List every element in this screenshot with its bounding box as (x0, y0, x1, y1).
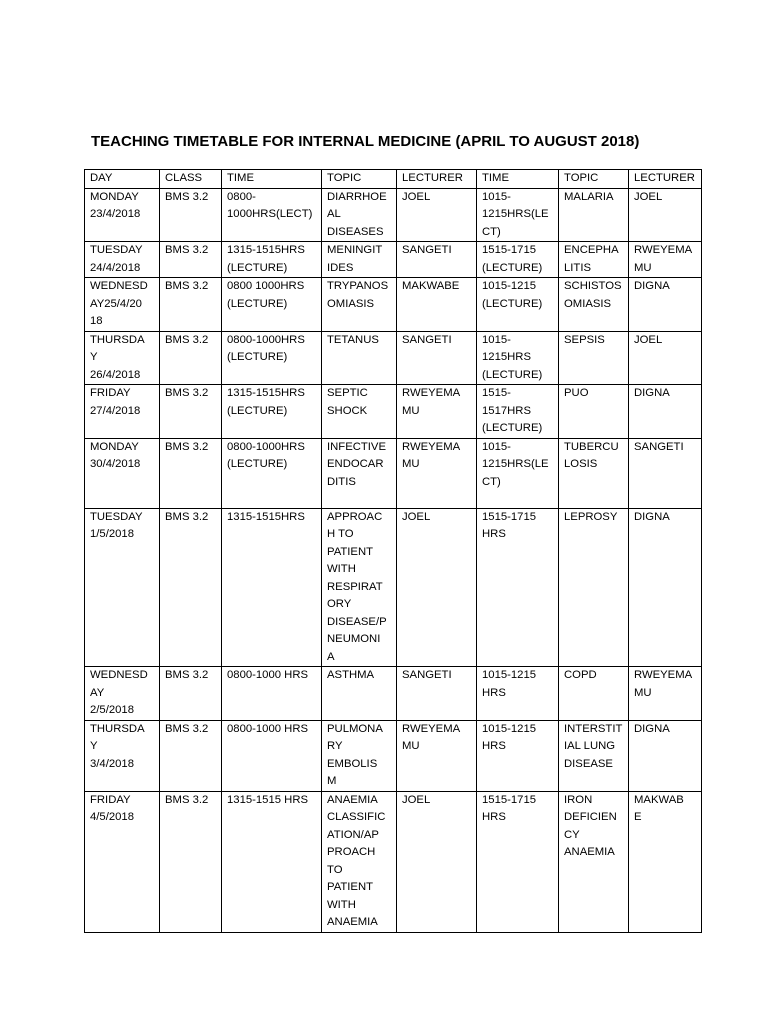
cell-text: JOEL (634, 333, 663, 346)
table-row (85, 438, 702, 508)
cell-text: BMS 3.2 (165, 440, 209, 453)
cell-text: THURSDA Y 26/4/2018 (90, 333, 145, 381)
table-body (85, 188, 702, 932)
cell-text: BMS 3.2 (165, 722, 209, 735)
table-cell-class (160, 242, 222, 278)
cell-text: MONDAY 30/4/2018 (90, 440, 141, 470)
table-cell-day (85, 438, 160, 508)
table-cell-lecturer (397, 720, 477, 791)
table-cell-topic (322, 508, 397, 667)
cell-text: FRIDAY 27/4/2018 (90, 387, 141, 417)
column-header-topic: TOPIC (322, 170, 397, 189)
table-row (85, 331, 702, 385)
table-cell-lecturer (397, 508, 477, 667)
table-cell-day (85, 508, 160, 667)
cell-text: 1015-1215 HRS (482, 669, 537, 699)
column-header-class: CLASS (160, 170, 222, 189)
cell-text: 1515- 1517HRS (LECTURE) (482, 387, 543, 434)
cell-text: BMS 3.2 (165, 510, 209, 523)
cell-text: MONDAY 23/4/2018 (90, 190, 141, 220)
cell-text: SANGETI (402, 669, 452, 681)
cell-text: 1315-1515 HRS (227, 793, 309, 806)
table-cell-time-2 (477, 667, 559, 721)
table-cell-lecturer (397, 667, 477, 721)
cell-text: RWEYEMA MU (402, 440, 461, 470)
cell-text: PULMONA RY EMBOLIS M (327, 722, 383, 787)
table-cell-topic (322, 438, 397, 508)
table-cell-lecturer-2 (629, 278, 702, 332)
table-cell-time (222, 438, 322, 508)
cell-text: SANGETI (402, 244, 452, 256)
table-cell-topic-2 (559, 331, 629, 385)
column-header-lecturer-2: LECTURER (629, 170, 702, 189)
table-cell-time (222, 508, 322, 667)
cell-text: BMS 3.2 (165, 669, 209, 681)
table-cell-day (85, 667, 160, 721)
cell-text: WEDNESD AY25/4/20 18 (90, 280, 148, 327)
cell-text: TETANUS (327, 333, 379, 346)
table-cell-lecturer-2 (629, 791, 702, 932)
cell-text: MAKWABE (402, 280, 460, 292)
cell-text: BMS 3.2 (165, 387, 209, 399)
cell-text: ENCEPHA LITIS (564, 244, 619, 274)
cell-text: THURSDA Y 3/4/2018 (90, 722, 145, 770)
table-cell-topic-2 (559, 791, 629, 932)
table-cell-topic-2 (559, 438, 629, 508)
table-cell-class (160, 278, 222, 332)
table-cell-day (85, 278, 160, 332)
table-cell-day (85, 242, 160, 278)
cell-text: BMS 3.2 (165, 333, 209, 346)
table-cell-topic (322, 720, 397, 791)
table-cell-day (85, 791, 160, 932)
table-cell-time-2 (477, 791, 559, 932)
cell-text: FRIDAY 4/5/2018 (90, 793, 134, 823)
cell-text: RWEYEMA MU (402, 722, 461, 752)
table-cell-time-2 (477, 508, 559, 667)
cell-text: MALARIA (564, 190, 614, 203)
cell-text: RWEYEMA MU (634, 244, 693, 274)
cell-text: 1015- 1215HRS(LE CT) (482, 440, 549, 488)
cell-text: JOEL (402, 793, 431, 806)
cell-text: TRYPANOS OMIASIS (327, 280, 389, 310)
table-cell-lecturer-2 (629, 720, 702, 791)
cell-text: INTERSTIT IAL LUNG DISEASE (564, 722, 623, 770)
cell-text: 0800-1000 HRS (227, 722, 309, 735)
table-cell-class (160, 438, 222, 508)
table-cell-lecturer-2 (629, 438, 702, 508)
table-cell-class (160, 720, 222, 791)
table-cell-day (85, 720, 160, 791)
table-cell-time-2 (477, 331, 559, 385)
table-cell-class (160, 508, 222, 667)
table-cell-lecturer (397, 331, 477, 385)
table-row (85, 242, 702, 278)
table-cell-lecturer (397, 438, 477, 508)
cell-text: WEDNESD AY 2/5/2018 (90, 669, 148, 716)
cell-text: 0800 1000HRS (LECTURE) (227, 280, 305, 310)
cell-text: INFECTIVE ENDOCAR DITIS (327, 440, 386, 488)
cell-text: 1015-1215 HRS (482, 722, 537, 752)
cell-text: MENINGIT IDES (327, 244, 383, 274)
table-cell-topic-2 (559, 188, 629, 242)
cell-text: LEPROSY (564, 510, 618, 523)
table-cell-day (85, 385, 160, 439)
table-cell-time-2 (477, 385, 559, 439)
cell-text: PUO (564, 387, 589, 399)
cell-text: SCHISTOS OMIASIS (564, 280, 622, 310)
table-cell-lecturer (397, 188, 477, 242)
table-cell-class (160, 331, 222, 385)
cell-text: IRON DEFICIEN CY ANAEMIA (564, 793, 617, 858)
column-header-time: TIME (222, 170, 322, 189)
table-row (85, 791, 702, 932)
cell-text: 0800-1000 HRS (227, 669, 309, 681)
table-cell-lecturer-2 (629, 385, 702, 439)
cell-text: 1315-1515HRS (LECTURE) (227, 387, 305, 417)
table-cell-time (222, 667, 322, 721)
table-cell-day (85, 188, 160, 242)
cell-text: 1315-1515HRS (LECTURE) (227, 244, 305, 274)
table-cell-topic-2 (559, 385, 629, 439)
table-cell-topic-2 (559, 278, 629, 332)
table-row (85, 508, 702, 667)
table-cell-lecturer-2 (629, 242, 702, 278)
cell-text: RWEYEMA MU (402, 387, 461, 417)
table-cell-topic-2 (559, 720, 629, 791)
cell-text: TUBERCU LOSIS (564, 440, 619, 470)
table-cell-topic (322, 667, 397, 721)
table-cell-time (222, 791, 322, 932)
cell-text: 1515-1715 HRS (482, 510, 537, 540)
cell-text: TUESDAY 1/5/2018 (90, 510, 143, 540)
cell-text: APPROAC H TO PATIENT WITH RESPIRAT ORY DISEASE/P NEUMONI A (327, 510, 387, 663)
table-cell-time (222, 188, 322, 242)
table-cell-day (85, 331, 160, 385)
table-row (85, 667, 702, 721)
table-cell-lecturer-2 (629, 667, 702, 721)
cell-text: 1015- 1215HRS(LE CT) (482, 190, 549, 238)
table-cell-class (160, 188, 222, 242)
cell-text: BMS 3.2 (165, 280, 209, 292)
table-cell-topic-2 (559, 242, 629, 278)
cell-text: 1315-1515HRS (227, 510, 305, 523)
table-row (85, 385, 702, 439)
table-cell-topic-2 (559, 667, 629, 721)
table-cell-time-2 (477, 720, 559, 791)
table-cell-lecturer-2 (629, 188, 702, 242)
table-row (85, 188, 702, 242)
table-cell-class (160, 385, 222, 439)
cell-text: DIARRHOE AL DISEASES (327, 190, 387, 238)
cell-text: 0800-1000HRS (LECTURE) (227, 333, 305, 363)
cell-text: DIGNA (634, 510, 670, 523)
column-header-lecturer: LECTURER (397, 170, 477, 189)
table-cell-lecturer (397, 242, 477, 278)
cell-text: RWEYEMA MU (634, 669, 693, 699)
cell-text: DIGNA (634, 387, 670, 399)
table-cell-lecturer (397, 791, 477, 932)
cell-text: ASTHMA (327, 669, 375, 681)
table-cell-time (222, 242, 322, 278)
cell-text: BMS 3.2 (165, 244, 209, 256)
table-cell-topic-2 (559, 508, 629, 667)
table-cell-time (222, 278, 322, 332)
cell-text: 0800- 1000HRS(LECT) (227, 190, 313, 220)
table-cell-time (222, 385, 322, 439)
table-cell-class (160, 667, 222, 721)
table-header-row (85, 170, 702, 189)
cell-text: MAKWAB E (634, 793, 684, 823)
cell-text: JOEL (402, 510, 431, 523)
cell-text: 1515-1715 HRS (482, 793, 537, 823)
column-header-time-2: TIME (477, 170, 559, 189)
cell-text: BMS 3.2 (165, 190, 209, 203)
cell-text: BMS 3.2 (165, 793, 209, 806)
timetable-table (84, 169, 702, 933)
cell-text: TUESDAY 24/4/2018 (90, 244, 143, 274)
cell-text: ANAEMIA CLASSIFIC ATION/AP PROACH TO PATIENT WITH ANAEMIA (327, 793, 386, 928)
cell-text: 1515-1715 (LECTURE) (482, 244, 543, 274)
table-cell-lecturer-2 (629, 331, 702, 385)
table-cell-class (160, 791, 222, 932)
table-cell-time-2 (477, 242, 559, 278)
cell-text: DIGNA (634, 722, 670, 735)
cell-text: COPD (564, 669, 597, 681)
cell-text: JOEL (402, 190, 431, 203)
table-cell-topic (322, 242, 397, 278)
table-cell-topic (322, 791, 397, 932)
column-header-topic-2: TOPIC (559, 170, 629, 189)
page-title: TEACHING TIMETABLE FOR INTERNAL MEDICINE (APRIL TO AUGUST 2018) (91, 133, 640, 150)
table-cell-topic (322, 188, 397, 242)
cell-text: DIGNA (634, 280, 670, 292)
table-cell-topic (322, 331, 397, 385)
cell-text: SEPSIS (564, 333, 605, 346)
table-cell-lecturer-2 (629, 508, 702, 667)
table-row (85, 720, 702, 791)
table-cell-lecturer (397, 385, 477, 439)
table-cell-time-2 (477, 438, 559, 508)
table-cell-topic (322, 278, 397, 332)
cell-text: 0800-1000HRS (LECTURE) (227, 440, 305, 470)
cell-text: JOEL (634, 190, 663, 203)
table-cell-time-2 (477, 278, 559, 332)
table-cell-time (222, 331, 322, 385)
table-cell-time-2 (477, 188, 559, 242)
column-header-day: DAY (85, 170, 160, 189)
cell-text: SANGETI (634, 440, 684, 453)
table-row (85, 278, 702, 332)
table-cell-lecturer (397, 278, 477, 332)
cell-text: SANGETI (402, 333, 452, 346)
cell-text: 1015-1215 (LECTURE) (482, 280, 543, 310)
cell-text: 1015- 1215HRS (LECTURE) (482, 333, 543, 381)
table-cell-topic (322, 385, 397, 439)
cell-text: SEPTIC SHOCK (327, 387, 368, 417)
table-cell-time (222, 720, 322, 791)
